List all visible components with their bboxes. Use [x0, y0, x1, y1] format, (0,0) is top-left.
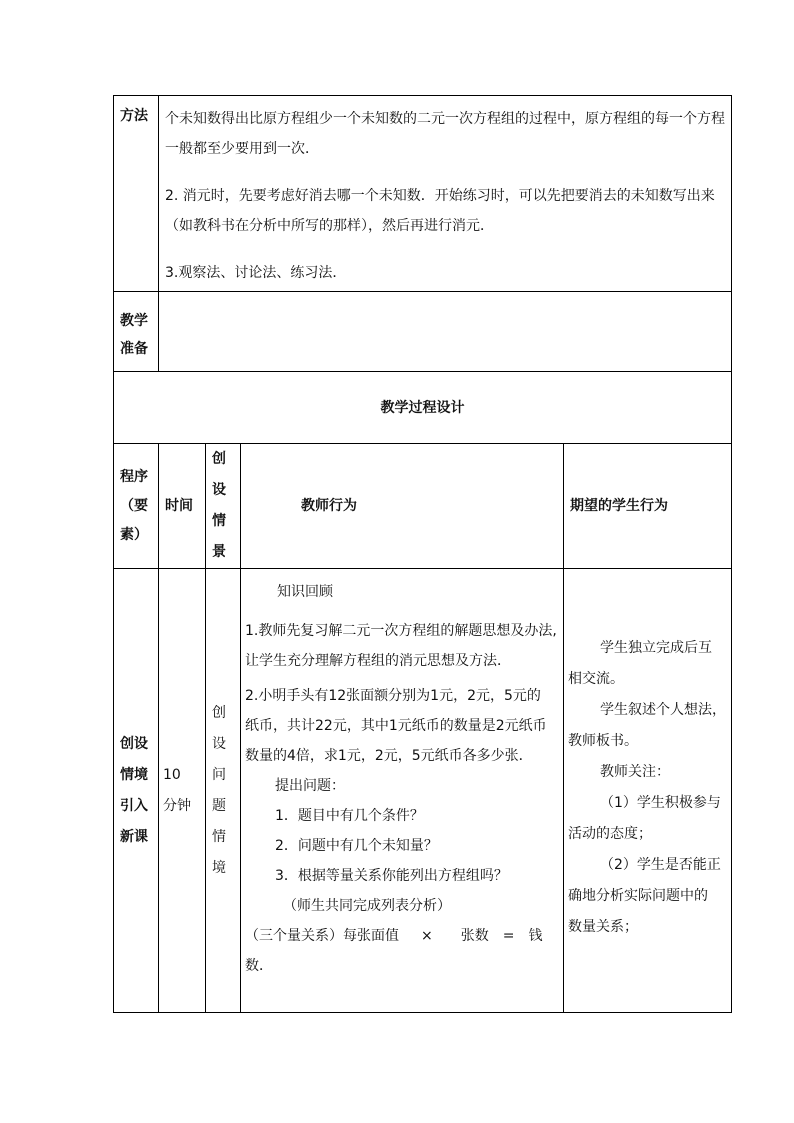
method-line: 3.观察法、讨论法、练习法．	[165, 265, 347, 281]
body-time	[159, 569, 206, 1013]
body-row	[114, 569, 732, 1013]
times-symbol: ×	[421, 928, 433, 944]
body-time-line: 10	[163, 766, 181, 783]
header-scene-char: 情	[212, 513, 226, 529]
header-time: 时间	[159, 444, 206, 569]
body-label-line: 引入	[120, 797, 148, 814]
section-title: 教学过程设计	[114, 372, 732, 444]
body-label	[114, 569, 159, 1013]
student-line: 教师板书。	[568, 733, 638, 749]
body-scene-char: 题	[212, 797, 226, 814]
question-1: 1．题目中有几个条件？	[275, 808, 424, 824]
body-scene-char: 创	[212, 704, 226, 721]
teacher-line: 2.小明手头有12张面额分别为1元，2元，5元的	[245, 688, 541, 704]
equals-symbol: =	[502, 928, 515, 944]
prep-label	[114, 292, 159, 372]
student-line: 学生独立完成后互	[600, 640, 712, 656]
ask-heading: 提出问题：	[275, 778, 345, 794]
teacher-line: 数量的4倍，求1元，2元，5元纸币各多少张．	[245, 748, 533, 764]
method-row	[114, 96, 732, 292]
body-time-line: 分钟	[163, 797, 191, 814]
prep-label-line: 教学	[120, 313, 148, 329]
student-line: 活动的态度；	[568, 826, 652, 842]
header-scene-char: 设	[212, 482, 226, 498]
section-title-row	[114, 372, 732, 444]
header-program-line: （要	[120, 497, 148, 514]
teacher-line: 纸币，共计22元，其中1元纸币的数量是2元纸币	[245, 718, 547, 734]
header-scene-char: 景	[212, 544, 226, 560]
student-line: 学生叙述个人想法，	[600, 702, 726, 718]
header-program	[114, 444, 159, 569]
relation-part: 钱	[528, 928, 543, 944]
method-line: 个未知数得出比原方程组少一个未知数的二元一次方程组的过程中，原方程组的每一个方程	[165, 111, 725, 127]
student-line: （2）学生是否能正	[600, 857, 721, 873]
method-line: 一般都至少要用到一次．	[165, 141, 319, 157]
teacher-line: 让学生充分理解方程组的消元思想及方法．	[245, 653, 511, 669]
header-scene-char: 创	[212, 451, 226, 467]
body-label-line: 新课	[120, 828, 148, 845]
method-label: 方法	[114, 96, 159, 292]
body-scene-char: 问	[212, 766, 226, 783]
lesson-plan-document	[113, 95, 731, 1013]
header-teacher: 教师行为	[241, 444, 564, 569]
header-scene	[206, 444, 241, 569]
method-line: （如教科书在分析中所写的那样），然后再进行消元．	[165, 218, 494, 234]
body-scene	[206, 569, 241, 1013]
method-line: 2. 消元时，先要考虑好消去哪一个未知数．开始练习时，可以先把要消去的未知数写出来	[165, 188, 715, 204]
prep-row	[114, 292, 732, 372]
teacher-line: 1.教师先复习解二元一次方程组的解题思想及办法,	[245, 623, 557, 639]
relation-part: 张数	[460, 928, 489, 944]
header-student: 期望的学生行为	[564, 444, 732, 569]
student-line: （1）学生积极参与	[600, 795, 721, 811]
body-student	[564, 569, 732, 1013]
student-line: 数量关系；	[568, 919, 638, 935]
header-program-line: 程序	[120, 468, 148, 485]
relation-part: （三个量关系）每张面值	[245, 928, 399, 944]
analysis-note: （师生共同完成列表分析）	[283, 898, 451, 914]
question-2: 2．问题中有几个未知量？	[275, 838, 438, 854]
quantity-relation	[245, 921, 561, 951]
review-title: 知识回顾	[277, 584, 333, 600]
header-row	[114, 444, 732, 569]
student-line: 确地分析实际问题中的	[568, 888, 708, 904]
method-content	[159, 96, 732, 292]
body-label-line: 创设	[120, 735, 148, 752]
body-scene-char: 境	[212, 859, 226, 876]
lesson-plan-table	[113, 95, 732, 1013]
header-program-line: 素）	[120, 526, 148, 543]
body-teacher	[241, 569, 564, 1013]
student-line: 相交流。	[568, 671, 624, 687]
prep-content	[159, 292, 732, 372]
student-line: 教师关注：	[600, 764, 670, 780]
body-scene-char: 设	[212, 735, 226, 752]
relation-end: 数．	[245, 958, 273, 974]
body-label-line: 情境	[120, 766, 148, 783]
body-scene-char: 情	[212, 828, 226, 845]
prep-label-line: 准备	[120, 341, 148, 357]
question-3: 3．根据等量关系你能列出方程组吗？	[275, 868, 508, 884]
